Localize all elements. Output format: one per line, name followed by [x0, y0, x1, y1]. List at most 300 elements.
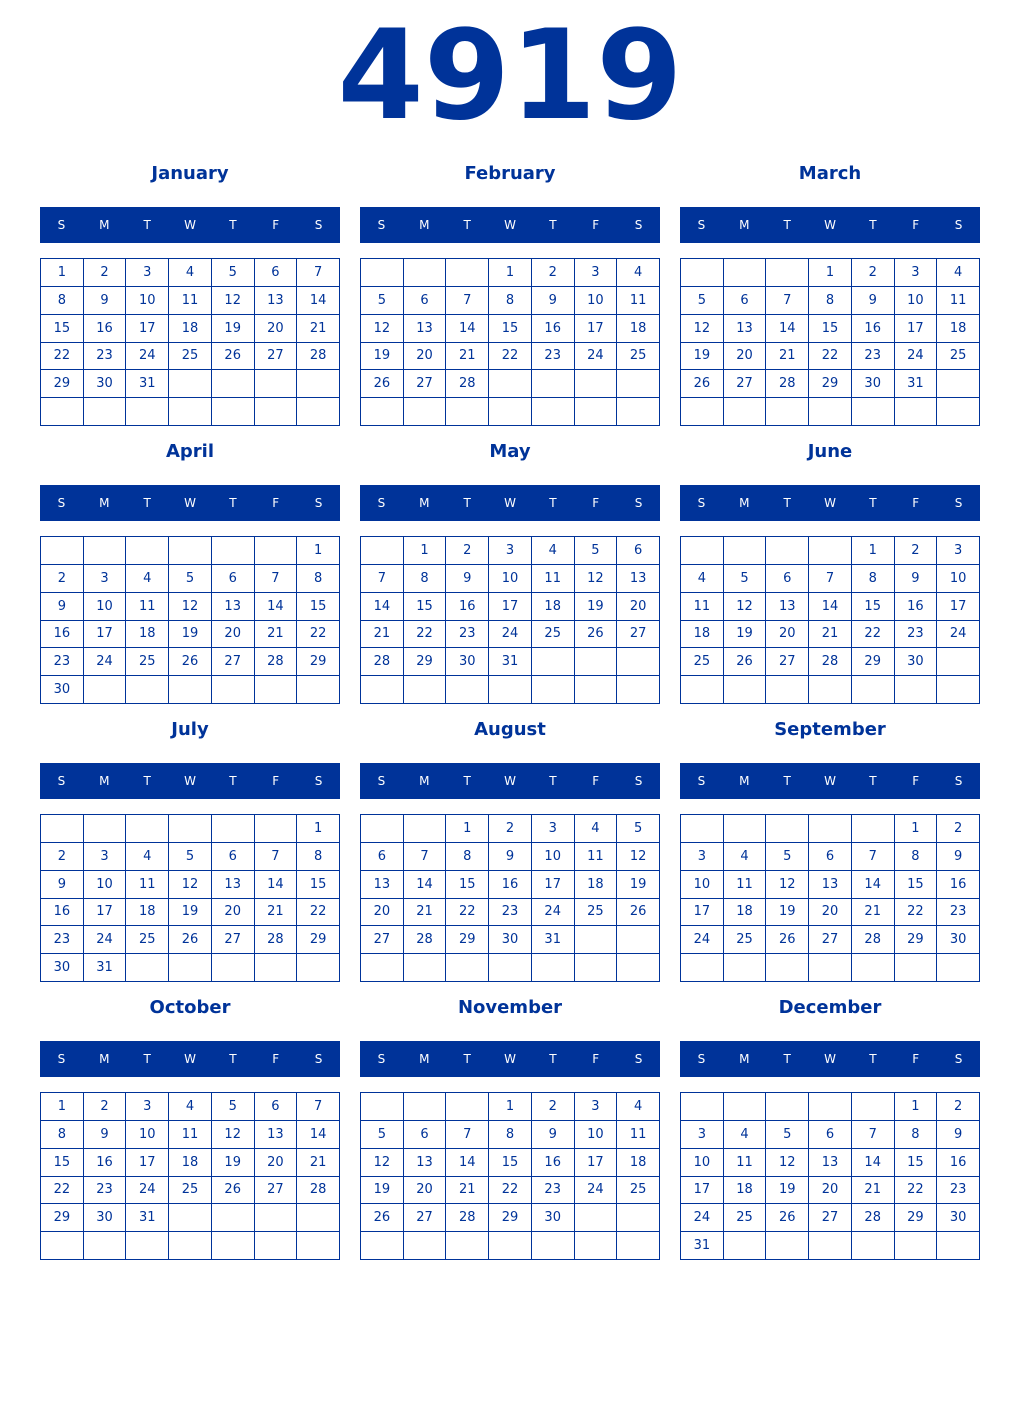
- day-cell: [446, 676, 489, 704]
- weekday-label: T: [463, 774, 471, 788]
- weekday-label: S: [314, 496, 323, 510]
- day-cell: 16: [937, 871, 980, 899]
- day-cell: [446, 398, 489, 426]
- day-cell: 25: [681, 648, 724, 676]
- day-cell: [297, 1204, 340, 1232]
- day-cell: 9: [84, 1121, 127, 1149]
- weekday-label: W: [824, 496, 836, 510]
- day-cell: 25: [617, 1177, 660, 1205]
- day-cell: 2: [937, 1093, 980, 1121]
- day-cell: [169, 815, 212, 843]
- day-cell: [126, 815, 169, 843]
- day-cell: 4: [617, 259, 660, 287]
- day-cell: 12: [169, 593, 212, 621]
- day-cell: [617, 1232, 660, 1260]
- month-name: September: [774, 719, 886, 740]
- day-cell: [446, 954, 489, 982]
- weekday-label: S: [697, 1052, 706, 1066]
- day-cell: [617, 1204, 660, 1232]
- weekday-label: W: [504, 774, 516, 788]
- day-cell: 1: [404, 537, 447, 565]
- day-cell: 12: [575, 565, 618, 593]
- day-cell: 13: [404, 1149, 447, 1177]
- day-cell: [724, 954, 767, 982]
- day-cell: [41, 537, 84, 565]
- weekday-label: S: [57, 1052, 66, 1066]
- weekday-label: T: [229, 218, 237, 232]
- weekday-label: T: [549, 218, 557, 232]
- day-cell: [169, 1232, 212, 1260]
- day-cell: 13: [212, 871, 255, 899]
- day-cell: 29: [852, 648, 895, 676]
- day-cell: 7: [766, 287, 809, 315]
- day-cell: 4: [169, 1093, 212, 1121]
- day-cell: 27: [724, 370, 767, 398]
- day-cell: 30: [937, 1204, 980, 1232]
- day-grid: [40, 814, 340, 982]
- day-cell: 19: [169, 621, 212, 649]
- day-cell: [681, 676, 724, 704]
- day-cell: 24: [126, 1177, 169, 1205]
- day-cell: 26: [212, 343, 255, 371]
- day-cell: [681, 1093, 724, 1121]
- weekday-label: M: [99, 774, 110, 788]
- weekday-label: F: [592, 774, 600, 788]
- weekday-label: M: [739, 774, 750, 788]
- weekday-label: T: [869, 774, 877, 788]
- day-cell: [126, 1232, 169, 1260]
- day-cell: 12: [361, 1149, 404, 1177]
- day-cell: 6: [766, 565, 809, 593]
- day-cell: 4: [681, 565, 724, 593]
- day-cell: [255, 1204, 298, 1232]
- weekday-label: S: [377, 774, 386, 788]
- weekday-label: T: [869, 496, 877, 510]
- day-cell: 2: [937, 815, 980, 843]
- day-cell: [852, 1093, 895, 1121]
- day-cell: 26: [617, 899, 660, 927]
- day-cell: 9: [532, 287, 575, 315]
- day-cell: [809, 954, 852, 982]
- day-cell: 15: [297, 593, 340, 621]
- day-cell: 29: [895, 926, 938, 954]
- day-grid: [680, 814, 980, 982]
- day-cell: 6: [212, 843, 255, 871]
- weekday-label: S: [634, 1052, 643, 1066]
- day-cell: 3: [895, 259, 938, 287]
- day-cell: 3: [84, 843, 127, 871]
- day-cell: [937, 1232, 980, 1260]
- day-grid: [680, 1092, 980, 1260]
- day-cell: 27: [404, 370, 447, 398]
- day-cell: [361, 676, 404, 704]
- day-cell: [724, 398, 767, 426]
- day-cell: 20: [255, 315, 298, 343]
- day-cell: [809, 1232, 852, 1260]
- weekday-label: F: [272, 496, 280, 510]
- day-cell: 6: [617, 537, 660, 565]
- day-cell: 19: [724, 621, 767, 649]
- day-cell: [532, 676, 575, 704]
- month-name: March: [798, 163, 862, 184]
- weekday-label: W: [824, 1052, 836, 1066]
- day-cell: 12: [724, 593, 767, 621]
- day-cell: 1: [446, 815, 489, 843]
- day-cell: [766, 1093, 809, 1121]
- day-cell: 2: [41, 843, 84, 871]
- day-grid: [680, 536, 980, 704]
- day-grid: [40, 258, 340, 426]
- weekday-label: M: [99, 218, 110, 232]
- day-cell: 7: [446, 287, 489, 315]
- day-cell: 9: [41, 593, 84, 621]
- day-cell: 21: [297, 1149, 340, 1177]
- day-cell: [575, 648, 618, 676]
- weekday-label: T: [783, 218, 791, 232]
- day-cell: [809, 398, 852, 426]
- day-cell: 1: [895, 815, 938, 843]
- day-cell: 13: [255, 287, 298, 315]
- day-cell: 21: [297, 315, 340, 343]
- day-cell: 28: [255, 648, 298, 676]
- weekday-label: M: [419, 218, 430, 232]
- day-cell: [404, 815, 447, 843]
- day-cell: 3: [126, 259, 169, 287]
- day-cell: 31: [532, 926, 575, 954]
- day-cell: 1: [297, 537, 340, 565]
- day-cell: [255, 676, 298, 704]
- weekday-label: M: [739, 496, 750, 510]
- day-cell: 6: [255, 259, 298, 287]
- day-cell: [84, 398, 127, 426]
- day-cell: 6: [809, 1121, 852, 1149]
- day-cell: [446, 1232, 489, 1260]
- day-cell: 17: [84, 899, 127, 927]
- day-cell: [575, 676, 618, 704]
- day-cell: 4: [126, 843, 169, 871]
- day-cell: [724, 259, 767, 287]
- day-cell: [361, 537, 404, 565]
- day-cell: 8: [489, 1121, 532, 1149]
- weekday-label: T: [229, 1052, 237, 1066]
- weekday-label: S: [954, 774, 963, 788]
- weekday-label: F: [272, 218, 280, 232]
- weekday-label: S: [314, 774, 323, 788]
- day-cell: [361, 954, 404, 982]
- day-cell: [895, 1232, 938, 1260]
- day-cell: [297, 398, 340, 426]
- day-cell: 13: [809, 1149, 852, 1177]
- day-cell: 24: [532, 899, 575, 927]
- day-cell: 30: [84, 1204, 127, 1232]
- day-cell: 28: [446, 1204, 489, 1232]
- day-cell: 3: [937, 537, 980, 565]
- weekday-label: W: [504, 1052, 516, 1066]
- day-cell: 20: [212, 621, 255, 649]
- weekday-label: F: [912, 218, 920, 232]
- day-cell: 30: [41, 954, 84, 982]
- weekday-label: T: [143, 774, 151, 788]
- day-cell: 18: [724, 1177, 767, 1205]
- day-cell: 21: [361, 621, 404, 649]
- day-cell: [84, 676, 127, 704]
- day-cell: [532, 648, 575, 676]
- day-cell: 27: [255, 1177, 298, 1205]
- day-cell: 3: [126, 1093, 169, 1121]
- day-cell: 12: [766, 1149, 809, 1177]
- day-cell: 15: [895, 1149, 938, 1177]
- day-cell: [255, 537, 298, 565]
- day-cell: [532, 954, 575, 982]
- day-cell: [895, 954, 938, 982]
- weekday-label: T: [869, 218, 877, 232]
- day-cell: 7: [361, 565, 404, 593]
- weekday-label: F: [592, 1052, 600, 1066]
- weekday-label: T: [869, 1052, 877, 1066]
- weekday-header: [360, 763, 660, 799]
- day-cell: 16: [895, 593, 938, 621]
- day-grid: [680, 258, 980, 426]
- day-cell: 17: [532, 871, 575, 899]
- day-cell: 27: [212, 648, 255, 676]
- day-cell: [212, 537, 255, 565]
- day-cell: 25: [126, 648, 169, 676]
- day-cell: [895, 398, 938, 426]
- day-cell: 24: [84, 926, 127, 954]
- day-cell: 22: [446, 899, 489, 927]
- day-cell: 7: [852, 843, 895, 871]
- day-cell: 9: [852, 287, 895, 315]
- day-cell: [937, 954, 980, 982]
- day-cell: [617, 926, 660, 954]
- day-cell: 28: [255, 926, 298, 954]
- day-cell: 19: [361, 1177, 404, 1205]
- day-cell: 10: [681, 1149, 724, 1177]
- day-cell: 14: [255, 871, 298, 899]
- day-cell: 4: [126, 565, 169, 593]
- day-cell: 11: [681, 593, 724, 621]
- weekday-label: S: [377, 496, 386, 510]
- day-cell: [809, 1093, 852, 1121]
- day-cell: 10: [84, 593, 127, 621]
- day-cell: [937, 676, 980, 704]
- month-name: August: [474, 719, 546, 740]
- day-cell: 12: [212, 287, 255, 315]
- day-cell: 8: [809, 287, 852, 315]
- day-cell: 2: [852, 259, 895, 287]
- day-cell: [404, 954, 447, 982]
- day-cell: 24: [895, 343, 938, 371]
- weekday-header: [680, 207, 980, 243]
- day-cell: [766, 815, 809, 843]
- day-cell: 14: [404, 871, 447, 899]
- day-grid: [360, 258, 660, 426]
- day-cell: 21: [852, 899, 895, 927]
- day-cell: 19: [212, 1149, 255, 1177]
- day-cell: [169, 676, 212, 704]
- month-name: May: [489, 441, 531, 462]
- weekday-label: S: [57, 496, 66, 510]
- day-cell: 21: [446, 343, 489, 371]
- weekday-label: M: [419, 1052, 430, 1066]
- day-cell: 24: [681, 926, 724, 954]
- day-grid: [360, 1092, 660, 1260]
- day-cell: 16: [852, 315, 895, 343]
- day-cell: 17: [681, 899, 724, 927]
- day-cell: 8: [895, 1121, 938, 1149]
- day-cell: [766, 676, 809, 704]
- day-cell: 20: [617, 593, 660, 621]
- day-cell: 25: [575, 899, 618, 927]
- day-cell: 21: [255, 621, 298, 649]
- day-cell: [212, 1204, 255, 1232]
- day-cell: 22: [297, 899, 340, 927]
- day-cell: 29: [41, 370, 84, 398]
- day-cell: 13: [724, 315, 767, 343]
- day-cell: 14: [852, 871, 895, 899]
- day-cell: 8: [446, 843, 489, 871]
- day-cell: [446, 1093, 489, 1121]
- month-name: June: [807, 441, 853, 462]
- day-cell: 29: [297, 926, 340, 954]
- day-cell: 1: [41, 259, 84, 287]
- day-cell: 14: [297, 287, 340, 315]
- weekday-header: [680, 485, 980, 521]
- weekday-label: W: [824, 774, 836, 788]
- weekday-label: W: [824, 218, 836, 232]
- day-cell: 12: [617, 843, 660, 871]
- day-cell: [766, 1232, 809, 1260]
- weekday-header: [680, 1041, 980, 1077]
- day-cell: 21: [852, 1177, 895, 1205]
- day-cell: [809, 537, 852, 565]
- day-cell: 2: [41, 565, 84, 593]
- day-cell: 9: [895, 565, 938, 593]
- weekday-label: T: [549, 496, 557, 510]
- weekday-label: T: [229, 774, 237, 788]
- day-cell: 12: [169, 871, 212, 899]
- day-cell: 11: [126, 871, 169, 899]
- weekday-header: [360, 485, 660, 521]
- day-cell: [852, 676, 895, 704]
- weekday-label: S: [697, 496, 706, 510]
- day-cell: 2: [84, 1093, 127, 1121]
- day-cell: [126, 954, 169, 982]
- day-cell: 7: [809, 565, 852, 593]
- day-cell: 14: [361, 593, 404, 621]
- day-cell: 8: [852, 565, 895, 593]
- day-cell: 15: [489, 1149, 532, 1177]
- day-cell: [212, 815, 255, 843]
- weekday-label: S: [634, 496, 643, 510]
- month-name: November: [457, 997, 563, 1018]
- weekday-label: S: [377, 1052, 386, 1066]
- day-cell: 5: [361, 287, 404, 315]
- day-cell: 9: [532, 1121, 575, 1149]
- day-cell: [532, 370, 575, 398]
- day-cell: [404, 259, 447, 287]
- day-cell: 29: [404, 648, 447, 676]
- day-cell: 18: [617, 1149, 660, 1177]
- day-cell: [126, 537, 169, 565]
- month-name: February: [464, 163, 556, 184]
- day-cell: 4: [937, 259, 980, 287]
- day-cell: 3: [681, 1121, 724, 1149]
- day-cell: 17: [895, 315, 938, 343]
- day-cell: 24: [126, 343, 169, 371]
- day-cell: [852, 1232, 895, 1260]
- day-cell: 4: [724, 1121, 767, 1149]
- weekday-label: T: [783, 496, 791, 510]
- day-cell: 28: [852, 1204, 895, 1232]
- day-grid: [40, 1092, 340, 1260]
- day-cell: 2: [84, 259, 127, 287]
- day-cell: 22: [41, 1177, 84, 1205]
- month-name: July: [171, 719, 209, 740]
- day-cell: 20: [404, 343, 447, 371]
- day-cell: 20: [212, 899, 255, 927]
- day-cell: 14: [852, 1149, 895, 1177]
- day-cell: 18: [169, 315, 212, 343]
- day-cell: 28: [297, 1177, 340, 1205]
- day-cell: [681, 398, 724, 426]
- day-cell: 8: [404, 565, 447, 593]
- weekday-label: S: [954, 218, 963, 232]
- day-cell: 31: [681, 1232, 724, 1260]
- day-cell: [489, 398, 532, 426]
- day-cell: 8: [489, 287, 532, 315]
- day-cell: 17: [681, 1177, 724, 1205]
- day-cell: 31: [126, 370, 169, 398]
- day-cell: [617, 370, 660, 398]
- day-cell: [766, 398, 809, 426]
- day-cell: 3: [489, 537, 532, 565]
- day-cell: 23: [532, 1177, 575, 1205]
- day-cell: 21: [255, 899, 298, 927]
- day-cell: 29: [809, 370, 852, 398]
- day-cell: 20: [766, 621, 809, 649]
- day-cell: 16: [41, 621, 84, 649]
- day-cell: 23: [84, 343, 127, 371]
- day-cell: 5: [212, 1093, 255, 1121]
- day-cell: 23: [852, 343, 895, 371]
- day-cell: 2: [489, 815, 532, 843]
- day-cell: 16: [489, 871, 532, 899]
- day-cell: [809, 815, 852, 843]
- day-cell: [297, 954, 340, 982]
- day-cell: 5: [766, 1121, 809, 1149]
- day-cell: 15: [297, 871, 340, 899]
- day-cell: 11: [169, 287, 212, 315]
- day-cell: [361, 1232, 404, 1260]
- day-cell: 11: [169, 1121, 212, 1149]
- day-cell: [724, 676, 767, 704]
- day-cell: [852, 954, 895, 982]
- day-grid: [360, 814, 660, 982]
- day-cell: 26: [361, 1204, 404, 1232]
- weekday-header: [360, 1041, 660, 1077]
- day-cell: [404, 676, 447, 704]
- day-cell: 25: [617, 343, 660, 371]
- day-cell: 5: [617, 815, 660, 843]
- day-cell: 22: [41, 343, 84, 371]
- weekday-label: F: [912, 496, 920, 510]
- day-cell: 30: [895, 648, 938, 676]
- day-cell: 23: [937, 899, 980, 927]
- weekday-header: [680, 763, 980, 799]
- day-cell: [169, 954, 212, 982]
- weekday-header: [40, 1041, 340, 1077]
